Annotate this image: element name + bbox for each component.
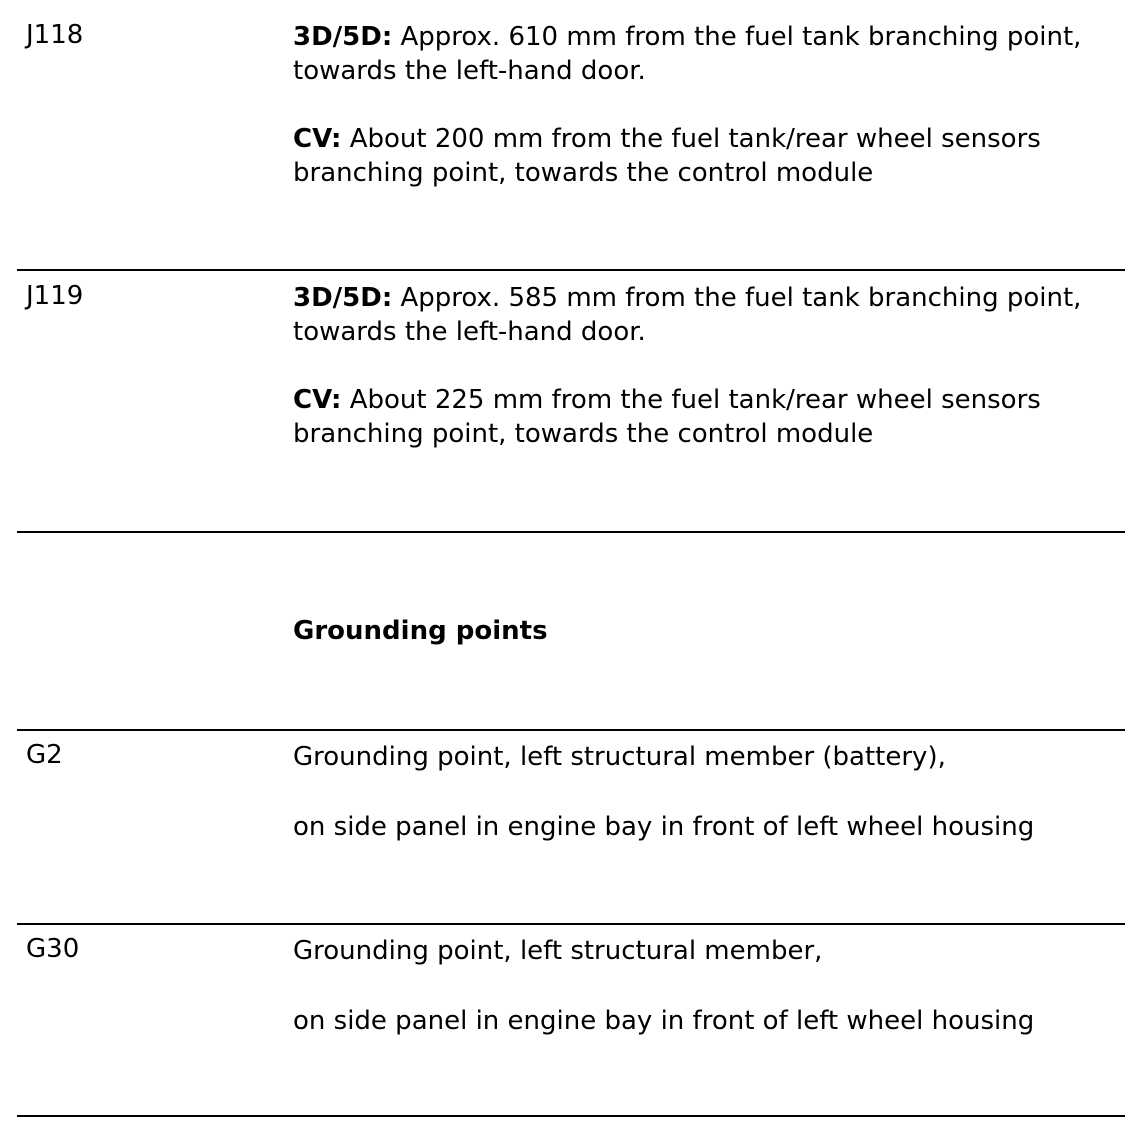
variant-paragraph: [293, 281, 1123, 349]
row-description: [293, 934, 1123, 1038]
row-description: [293, 20, 1123, 190]
row-code: J118: [26, 20, 84, 50]
variant-label: CV:: [293, 385, 342, 415]
table-divider: [17, 531, 1125, 533]
row-description: [293, 281, 1123, 451]
variant-paragraph: [293, 383, 1123, 451]
description-line: Grounding point, left structural member (battery),: [293, 742, 946, 772]
section-heading: Grounding points: [293, 616, 548, 646]
table-divider: [17, 923, 1125, 925]
variant-label: 3D/5D:: [293, 283, 393, 313]
row-code: G2: [26, 740, 63, 770]
variant-text: Approx. 610 mm from the fuel tank branching point, towards the left-hand door.: [293, 22, 1082, 86]
variant-paragraph: [293, 122, 1123, 190]
description-line: on side panel in engine bay in front of left wheel housing: [293, 1006, 1035, 1036]
description-line: on side panel in engine bay in front of left wheel housing: [293, 812, 1035, 842]
row-description: [293, 740, 1123, 844]
description-line: Grounding point, left structural member,: [293, 936, 823, 966]
table-divider: [17, 1115, 1125, 1117]
variant-text: About 225 mm from the fuel tank/rear wheel sensors branching point, towards the control module: [293, 385, 1041, 449]
row-code: G30: [26, 934, 80, 964]
table-divider: [17, 729, 1125, 731]
variant-text: About 200 mm from the fuel tank/rear wheel sensors branching point, towards the control module: [293, 124, 1041, 188]
variant-text: Approx. 585 mm from the fuel tank branching point, towards the left-hand door.: [293, 283, 1082, 347]
variant-label: CV:: [293, 124, 342, 154]
variant-label: 3D/5D:: [293, 22, 393, 52]
row-code: J119: [26, 281, 84, 311]
variant-paragraph: [293, 20, 1123, 88]
table-divider: [17, 269, 1125, 271]
